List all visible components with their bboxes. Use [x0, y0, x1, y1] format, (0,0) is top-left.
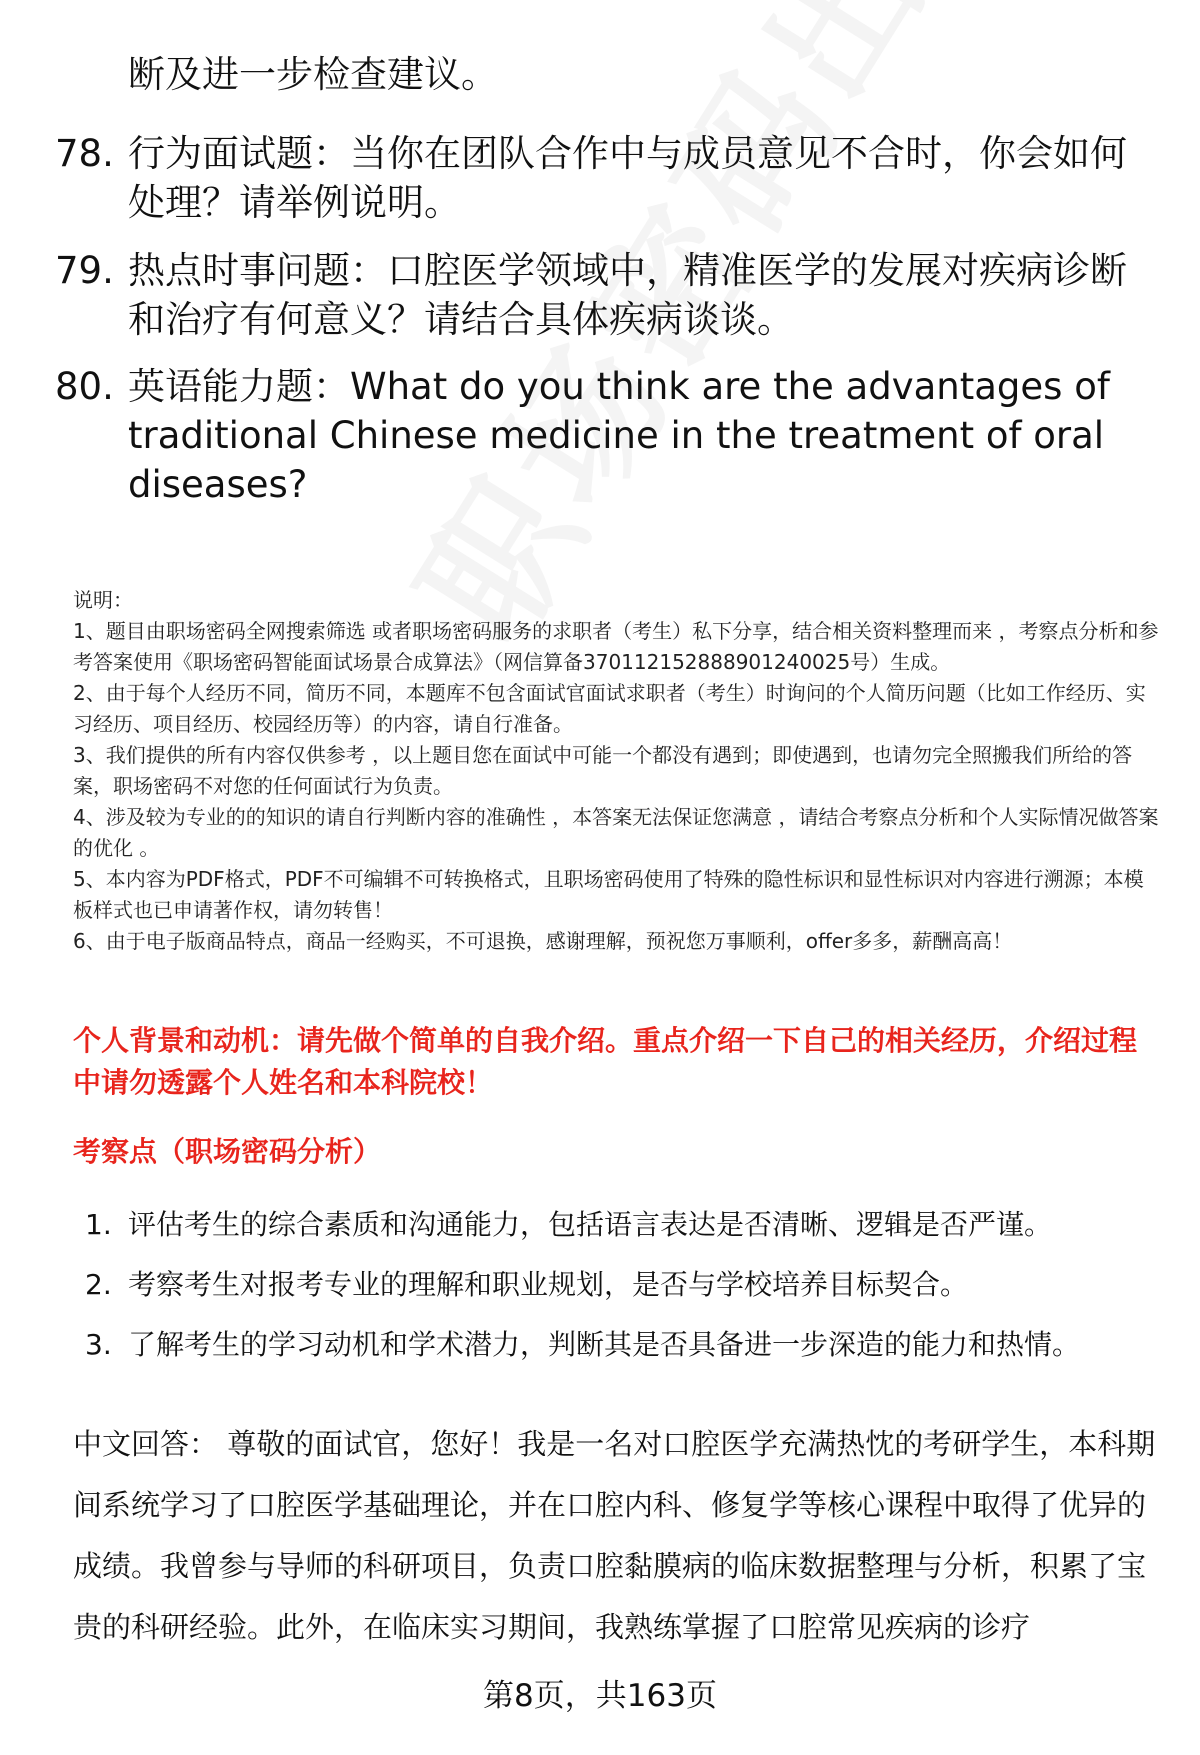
- point-number: 3.: [85, 1328, 112, 1361]
- note-item: 4、涉及较为专业的的知识的请自行判断内容的准确性 ，本答案无法保证您满意 ，请结合考察点分析和个人实际情况做答案的优化 。: [73, 805, 1159, 860]
- list-item: [85, 1265, 1165, 1325]
- question-text: 热点时事问题：口腔医学领域中，精准医学的发展对疾病诊断和治疗有何意义？请结合具体疾病谈谈。: [128, 249, 1127, 341]
- question-78: [55, 129, 1155, 227]
- section-heading: 个人背景和动机：请先做个简单的自我介绍。重点介绍一下自己的相关经历，介绍过程中请勿透露个人姓名和本科院校！: [73, 1024, 1138, 1099]
- list-item: [85, 1325, 1165, 1385]
- continued-text: [55, 50, 1155, 99]
- note-item: 5、本内容为PDF格式，PDF不可编辑不可转换格式，且职场密码使用了特殊的隐性标识和显性标识对内容进行溯源；本模板样式也已申请著作权，请勿转售！: [73, 867, 1144, 922]
- question-text: 行为面试题：当你在团队合作中与成员意见不合时，你会如何处理？请举例说明。: [128, 132, 1127, 224]
- question-80: [55, 362, 1155, 509]
- note-item: 6、由于电子版商品特点，商品一经购买，不可退换，感谢理解，预祝您万事顺利，offer多多，薪酬高高！: [73, 929, 1013, 953]
- note-item: 1、题目由职场密码全网搜索筛选 或者职场密码服务的求职者（考生）私下分享，结合相关资料整理而来 ，考察点分析和参考答案使用《职场密码智能面试场景合成算法》（网信算备370112152888901240025号）生成。: [73, 619, 1159, 674]
- point-number: 2.: [85, 1268, 112, 1301]
- analysis-title: 考察点（职场密码分析）: [73, 1135, 382, 1168]
- question-text: 英语能力题：What do you think are the advantages of traditional Chinese medicine in the treatment of oral diseases?: [128, 365, 1110, 506]
- continued-text-content: 断及进一步检查建议。: [128, 53, 498, 96]
- point-text: 了解考生的学习动机和学术潜力，判断其是否具备进一步深造的能力和热情。: [128, 1328, 1081, 1361]
- point-text: 考察考生对报考专业的理解和职业规划，是否与学校培养目标契合。: [128, 1268, 969, 1301]
- question-79: [55, 246, 1155, 344]
- point-number: 1.: [85, 1208, 112, 1241]
- chinese-answer: 中文回答： 尊敬的面试官，您好！我是一名对口腔医学充满热忱的考研学生，本科期间系统学习了口腔医学基础理论，并在口腔内科、修复学等核心课程中取得了优异的成绩。我曾参与导师的科研项目，负责口腔黏膜病的临床数据整理与分析，积累了宝贵的科研经验。此外，在临床实习期间，我熟练掌握了口腔常见疾病的诊疗: [73, 1427, 1156, 1644]
- note-item: 2、由于每个人经历不同，简历不同，本题库不包含面试官面试求职者（考生）时询问的个人简历问题（比如工作经历、实习经历、项目经历、校园经历等）的内容，请自行准备。: [73, 681, 1146, 736]
- notes-block: [73, 585, 1163, 957]
- note-item: 3、我们提供的所有内容仅供参考 ，以上题目您在面试中可能一个都没有遇到；即使遇到，也请勿完全照搬我们所给的答案，职场密码不对您的任何面试行为负责。: [73, 743, 1133, 798]
- list-item: [85, 1205, 1165, 1265]
- question-number: 80.: [55, 365, 114, 408]
- analysis-points: [85, 1205, 1165, 1385]
- point-text: 评估考生的综合素质和沟通能力，包括语言表达是否清晰、逻辑是否严谨。: [128, 1208, 1053, 1241]
- question-number: 79.: [55, 249, 114, 292]
- page-footer: 第8页，共163页: [483, 1678, 717, 1714]
- notes-title: 说明：: [73, 588, 133, 612]
- question-number: 78.: [55, 132, 114, 175]
